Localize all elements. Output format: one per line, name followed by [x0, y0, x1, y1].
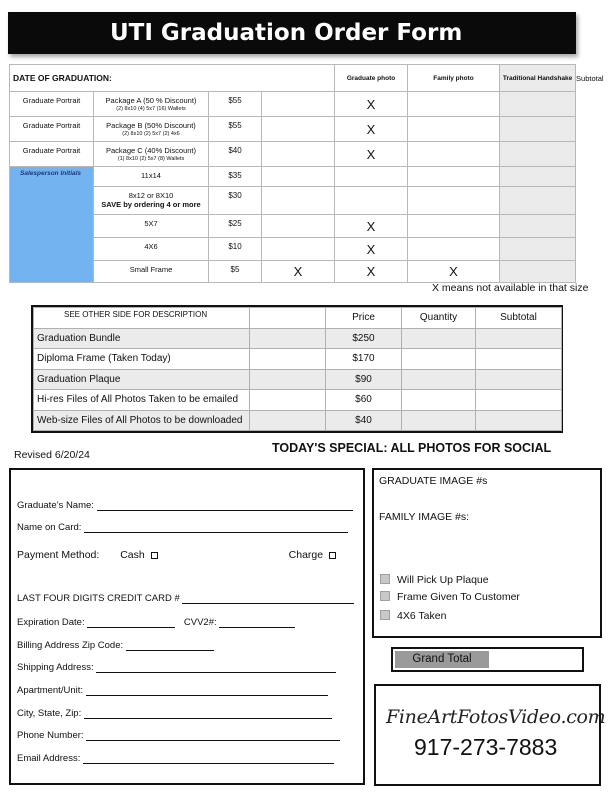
package-a-handshake-cell[interactable]	[408, 92, 500, 117]
pickup-plaque-checkbox[interactable]	[380, 574, 390, 584]
extra-item-price: $90	[326, 369, 402, 390]
extra-item-subtotal[interactable]	[476, 349, 562, 370]
package-c-price: $40	[209, 142, 262, 167]
grand-total-box[interactable]	[391, 647, 584, 672]
extra-item-price: $170	[326, 349, 402, 370]
extra-item-name: Graduation Plaque	[34, 369, 250, 390]
small-frame-handshake-cell: X	[408, 261, 500, 283]
shipping-address-field[interactable]: Shipping Address:	[17, 662, 336, 673]
expiration-field[interactable]	[87, 618, 175, 628]
customer-info-box	[9, 468, 365, 785]
size-4x6-graduate-cell[interactable]	[262, 238, 335, 261]
package-c-name: Package C (40% Discount) (1) 8x10 (2) 5x7 (8) Wallets	[94, 142, 209, 167]
package-c-family-cell: X	[335, 142, 408, 167]
package-b-price: $55	[209, 117, 262, 142]
package-b-detail: (2) 8x10 (2) 5x7 (2) 4x6	[122, 131, 180, 137]
extras-table	[33, 307, 562, 431]
price-header: Price	[326, 308, 402, 329]
extra-item-name: Diploma Frame (Taken Today)	[34, 349, 250, 370]
size-small-frame: Small Frame	[94, 261, 209, 283]
extra-item-quantity[interactable]	[402, 390, 476, 411]
extra-item-subtotal[interactable]	[476, 390, 562, 411]
small-frame-graduate-cell: X	[262, 261, 335, 283]
extra-item-price: $60	[326, 390, 402, 411]
graduate-photo-header: Graduate photo	[335, 65, 408, 92]
extra-item-quantity[interactable]	[402, 349, 476, 370]
frame-given-checkbox[interactable]	[380, 591, 390, 601]
extras-box	[31, 305, 563, 433]
pickup-plaque-option[interactable]: Will Pick Up Plaque	[380, 574, 489, 586]
city-state-zip-field[interactable]: City, State, Zip:	[17, 708, 332, 719]
name-on-card-field[interactable]: Name on Card:	[17, 522, 348, 533]
extra-item-name: Hi-res Files of All Photos Taken to be emailed	[34, 390, 250, 411]
package-a-graduate-cell[interactable]	[262, 92, 335, 117]
family-photo-header: Family photo	[408, 65, 500, 92]
size-small-frame-price: $5	[209, 261, 262, 283]
size-8x12-family-cell[interactable]	[335, 187, 408, 215]
revision-date: Revised 6/20/24	[14, 449, 90, 461]
size-8x12-note: SAVE by ordering 4 or more	[101, 200, 201, 209]
size-4x6-handshake-cell[interactable]	[408, 238, 500, 261]
size-11x14-graduate-cell[interactable]	[262, 167, 335, 187]
size-8x12-graduate-cell[interactable]	[262, 187, 335, 215]
graduation-date-label: DATE OF GRADUATION:	[10, 65, 262, 92]
availability-note: X means not available in that size	[432, 282, 589, 294]
size-5x7-graduate-cell[interactable]	[262, 215, 335, 238]
extra-item-quantity[interactable]	[402, 328, 476, 349]
size-11x14-family-cell[interactable]	[335, 167, 408, 187]
size-11x14: 11x14	[94, 167, 209, 187]
subtotal-header: Subtotal	[476, 308, 562, 329]
package-a-family-cell: X	[335, 92, 408, 117]
extra-item-name: Web-size Files of All Photos to be downloaded	[34, 410, 250, 431]
charge-checkbox[interactable]	[329, 552, 336, 559]
size-8x12-handshake-cell[interactable]	[408, 187, 500, 215]
photo-package-table: DATE OF GRADUATION: Graduate photo Family photo Traditional Handshake Subtotal Graduate Portrait Package A (50 % Discount) (2) 8x10 (4) 5x7 (16) Wallets $55 X Graduate Portrait Package B (50% Discount) (2) 8x10 (2) 5x7 (2) 4x6 $55 X Graduate Portrait Package C (40% Discount) (1) 8x10 (2) 5x7 (8) Wallets $40 X Salesperson Initials 11x14 $35 8x12 or 8X10 SAVE by ordering 4 or more $30 5X7 $25 X 4X6 $10 X Small Frame $5 X X X	[9, 64, 576, 283]
package-row-label: Graduate Portrait	[10, 92, 94, 117]
extra-item-quantity[interactable]	[402, 410, 476, 431]
todays-special: TODAY'S SPECIAL: ALL PHOTOS FOR SOCIAL	[272, 441, 552, 455]
extra-item-price: $40	[326, 410, 402, 431]
size-4x6-price: $10	[209, 238, 262, 261]
extra-item-subtotal[interactable]	[476, 410, 562, 431]
billing-zip-field[interactable]: Billing Address Zip Code:	[17, 640, 214, 651]
four-by-six-taken-checkbox[interactable]	[380, 610, 390, 620]
brand-phone: 917-273-7883	[414, 734, 558, 760]
last-four-digits-field[interactable]: LAST FOUR DIGITS CREDIT CARD #	[17, 593, 354, 604]
brand-website: FineArtFotosVideo.com	[386, 706, 606, 728]
extra-item-subtotal[interactable]	[476, 328, 562, 349]
package-row-label: Graduate Portrait	[10, 117, 94, 142]
size-11x14-price: $35	[209, 167, 262, 187]
size-5x7-price: $25	[209, 215, 262, 238]
package-a-detail: (2) 8x10 (4) 5x7 (16) Wallets	[116, 106, 186, 112]
expiration-row: Expiration Date: CVV2#:	[17, 617, 295, 628]
size-8x12: 8x12 or 8X10 SAVE by ordering 4 or more	[94, 187, 209, 215]
size-5x7: 5X7	[94, 215, 209, 238]
package-row-label: Graduate Portrait	[10, 142, 94, 167]
small-frame-family-cell: X	[335, 261, 408, 283]
extra-item-price: $250	[326, 328, 402, 349]
size-8x12-price: $30	[209, 187, 262, 215]
package-c-handshake-cell[interactable]	[408, 142, 500, 167]
package-b-handshake-cell[interactable]	[408, 117, 500, 142]
size-4x6-subtotal-cell[interactable]	[500, 238, 576, 261]
package-a-name: Package A (50 % Discount) (2) 8x10 (4) 5x7 (16) Wallets	[94, 92, 209, 117]
quantity-header: Quantity	[402, 308, 476, 329]
size-5x7-family-cell: X	[335, 215, 408, 238]
size-5x7-handshake-cell[interactable]	[408, 215, 500, 238]
email-field[interactable]: Email Address:	[17, 753, 334, 764]
package-c-graduate-cell[interactable]	[262, 142, 335, 167]
extra-item-quantity[interactable]	[402, 369, 476, 390]
package-b-subtotal-cell[interactable]	[500, 117, 576, 142]
form-title: UTI Graduation Order Form	[8, 12, 576, 54]
see-other-side-note: SEE OTHER SIDE FOR DESCRIPTION	[34, 308, 250, 329]
handshake-header: Traditional Handshake	[500, 65, 576, 92]
package-c-subtotal-cell[interactable]	[500, 142, 576, 167]
extra-item-subtotal[interactable]	[476, 369, 562, 390]
cash-checkbox[interactable]	[151, 552, 158, 559]
small-frame-subtotal-cell[interactable]	[500, 261, 576, 283]
package-a-subtotal-cell[interactable]	[500, 92, 576, 117]
charge-option[interactable]: Charge	[289, 549, 336, 561]
package-b-name: Package B (50% Discount) (2) 8x10 (2) 5x7 (2) 4x6	[94, 117, 209, 142]
size-4x6-family-cell: X	[335, 238, 408, 261]
grand-total-label: Grand Total	[395, 651, 489, 668]
image-numbers-box	[372, 468, 602, 638]
frame-given-option[interactable]: Frame Given To Customer	[380, 591, 520, 603]
brand-box	[374, 684, 606, 786]
phone-field[interactable]: Phone Number:	[17, 730, 340, 741]
payment-method-row: Payment Method: Cash Charge	[17, 549, 336, 561]
package-a-price: $55	[209, 92, 262, 117]
package-c-detail: (1) 8x10 (2) 5x7 (8) Wallets	[117, 156, 185, 162]
four-by-six-taken-option[interactable]: 4X6 Taken	[380, 610, 446, 622]
extra-item-name: Graduation Bundle	[34, 328, 250, 349]
cvv-field[interactable]	[219, 618, 295, 628]
size-4x6: 4X6	[94, 238, 209, 261]
apartment-field[interactable]: Apartment/Unit:	[17, 685, 328, 696]
package-b-family-cell: X	[335, 117, 408, 142]
graduate-image-label: GRADUATE IMAGE #s	[379, 475, 488, 487]
salesperson-initials-box[interactable]	[10, 167, 94, 283]
size-5x7-subtotal-cell[interactable]	[500, 215, 576, 238]
size-11x14-handshake-cell[interactable]	[408, 167, 500, 187]
graduate-name-field[interactable]: Graduate’s Name:	[17, 500, 353, 511]
package-b-graduate-cell[interactable]	[262, 117, 335, 142]
family-image-label: FAMILY IMAGE #s:	[379, 511, 470, 523]
size-11x14-subtotal-cell[interactable]	[500, 167, 576, 187]
salesperson-initials-label: Salesperson Initials	[20, 170, 82, 177]
cash-option[interactable]: Cash	[120, 549, 158, 561]
size-8x12-subtotal-cell[interactable]	[500, 187, 576, 215]
